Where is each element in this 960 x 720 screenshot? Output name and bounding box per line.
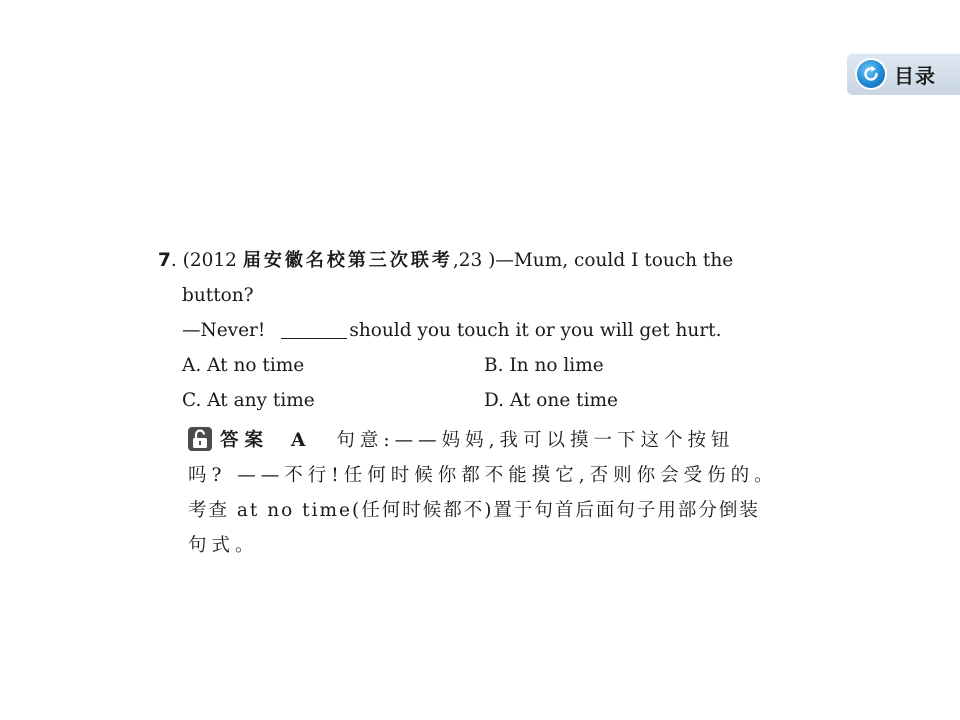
option-b: B. In no lime: [484, 355, 604, 376]
toc-label: 目录: [894, 63, 936, 88]
question-number: 7: [158, 250, 171, 271]
refresh-circle-icon: [857, 60, 885, 88]
option-a: A. At no time: [182, 355, 305, 376]
answer-line-1: [188, 423, 808, 458]
question-line-3: [158, 313, 808, 348]
question-reply: —Never!: [182, 320, 266, 341]
answer-blank: [281, 337, 347, 339]
option-d: D. At one time: [484, 390, 619, 411]
answer-label: 答案: [220, 430, 270, 451]
options-row-2: [158, 383, 808, 418]
question-line-2: button?: [182, 285, 254, 306]
question-dialogue-1: —Mum, could I touch the: [495, 250, 734, 271]
answer-choice: A: [291, 430, 311, 451]
question-source-open: . (2012: [170, 250, 243, 271]
lock-icon: [188, 427, 212, 451]
answer-explanation-1: 句意:——妈妈,我可以摸一下这个按钮: [336, 430, 735, 451]
question-source: 届安徽名校第三次联考: [242, 250, 453, 271]
answer-block: [188, 423, 808, 563]
answer-line-2: 吗? ——不行!任何时候你都不能摸它,否则你会受伤的。: [188, 465, 778, 486]
question-reply-rest: should you touch it or you will get hurt.: [349, 320, 722, 341]
answer-line-4: 句式。: [188, 535, 259, 556]
question-source-close: ,23 ): [452, 250, 496, 271]
answer-line-3: 考查 at no time(任何时候都不)置于句首后面句子用部分倒装: [188, 500, 760, 521]
question-block: [158, 243, 808, 418]
options-row-1: [158, 348, 808, 383]
option-c: C. At any time: [182, 390, 315, 411]
toc-button[interactable]: [847, 53, 960, 95]
question-line-1: [158, 243, 808, 278]
